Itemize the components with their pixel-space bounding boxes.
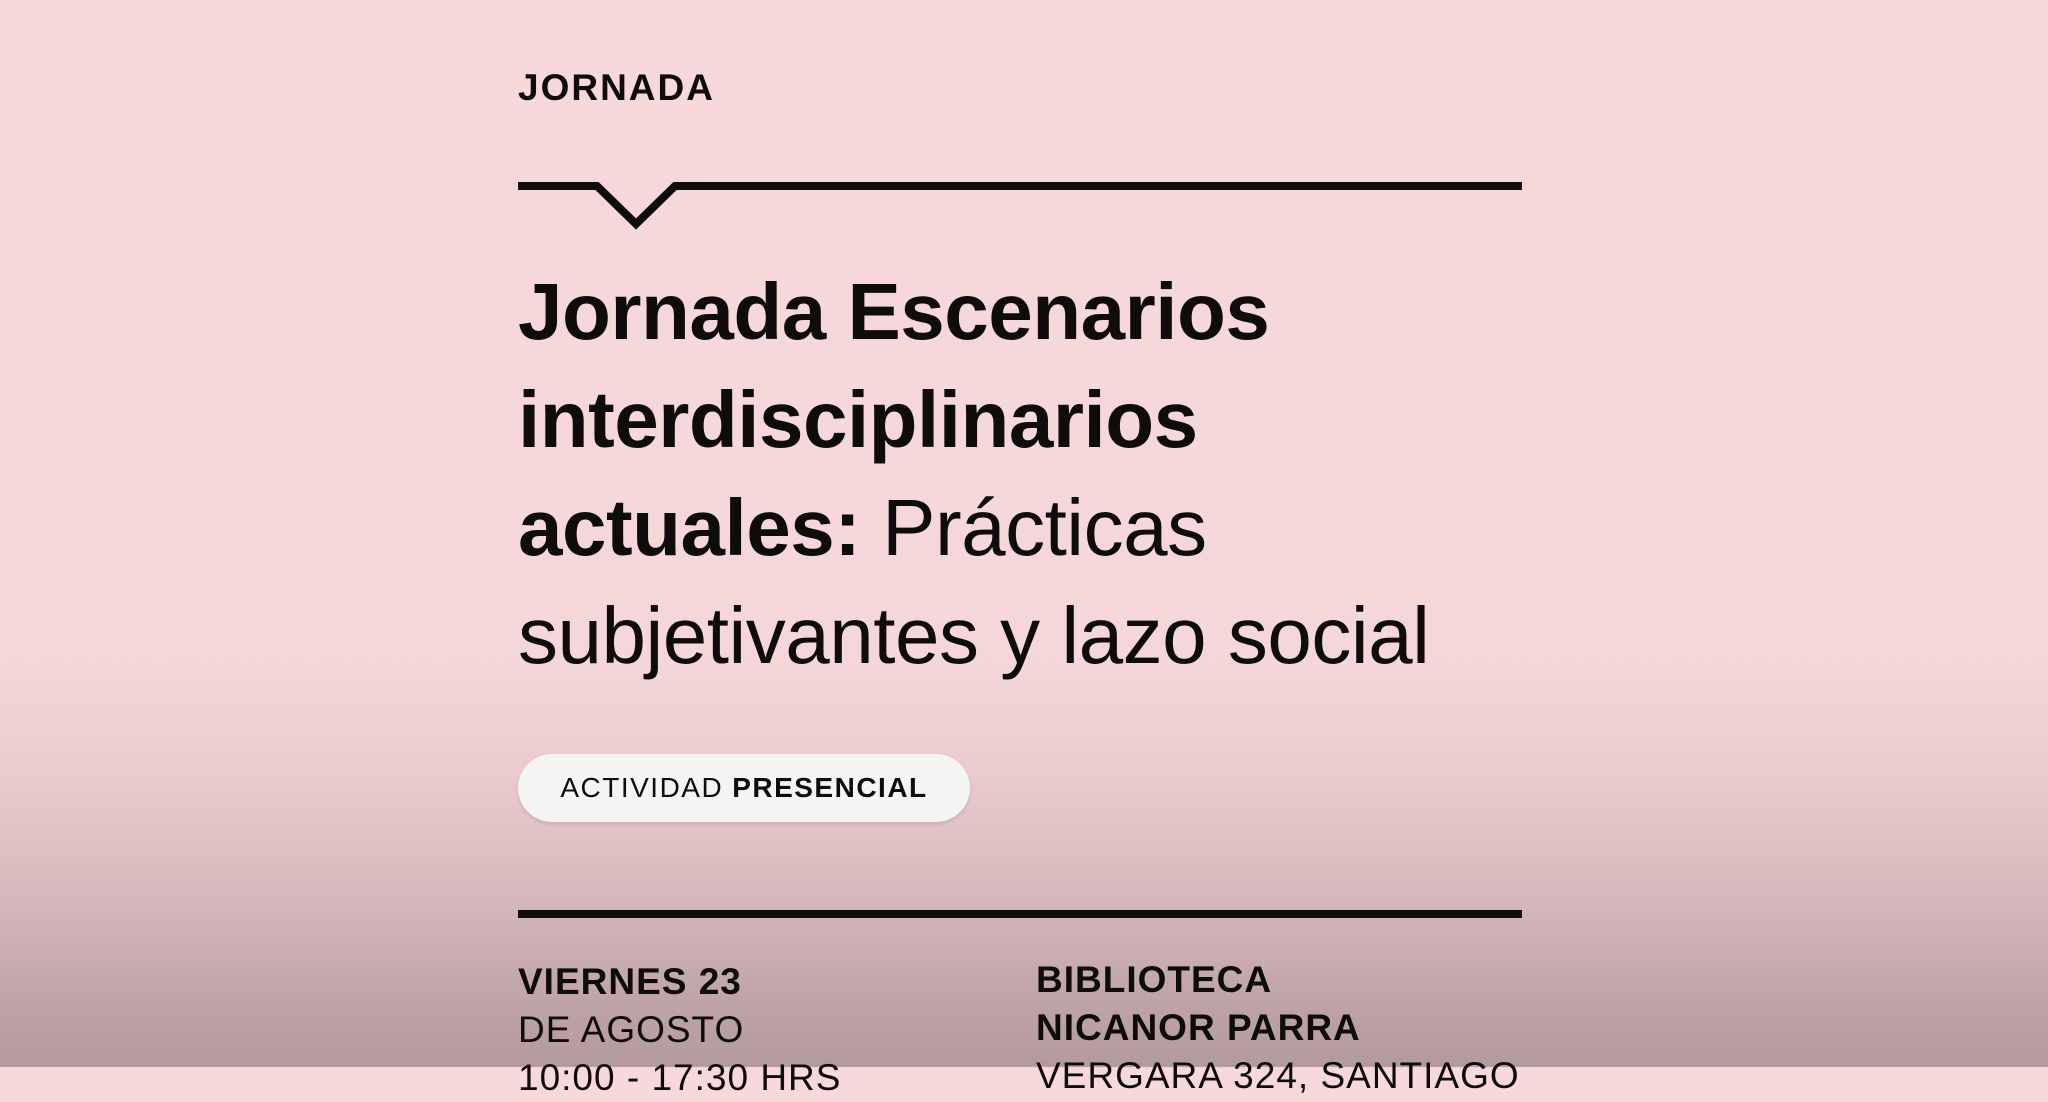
title-bold-line-2: interdisciplinarios xyxy=(518,375,1198,464)
badge-emphasis: PRESENCIAL xyxy=(732,772,928,803)
event-venue xyxy=(1036,956,1520,1100)
venue-address: VERGARA 324, SANTIAGO xyxy=(1036,1055,1520,1096)
title-bold-line-3: actuales: xyxy=(518,483,861,572)
top-divider-with-notch xyxy=(518,186,1522,224)
event-date xyxy=(518,958,841,1102)
date-day: VIERNES 23 xyxy=(518,961,742,1002)
date-month: DE AGOSTO xyxy=(518,1009,745,1050)
title-regular-line-3: Prácticas xyxy=(882,483,1207,572)
venue-name-line-1: BIBLIOTECA xyxy=(1036,959,1273,1000)
venue-name-line-2: NICANOR PARRA xyxy=(1036,1007,1361,1048)
badge-prefix: ACTIVIDAD xyxy=(560,772,724,803)
attendance-mode-badge xyxy=(518,754,970,822)
date-time: 10:00 - 17:30 HRS xyxy=(518,1057,842,1098)
event-title xyxy=(518,258,1558,690)
title-regular-line-4: subjetivantes y lazo social xyxy=(518,591,1430,680)
event-type-label: JORNADA xyxy=(518,67,715,108)
title-bold-line-1: Jornada Escenarios xyxy=(518,267,1270,356)
